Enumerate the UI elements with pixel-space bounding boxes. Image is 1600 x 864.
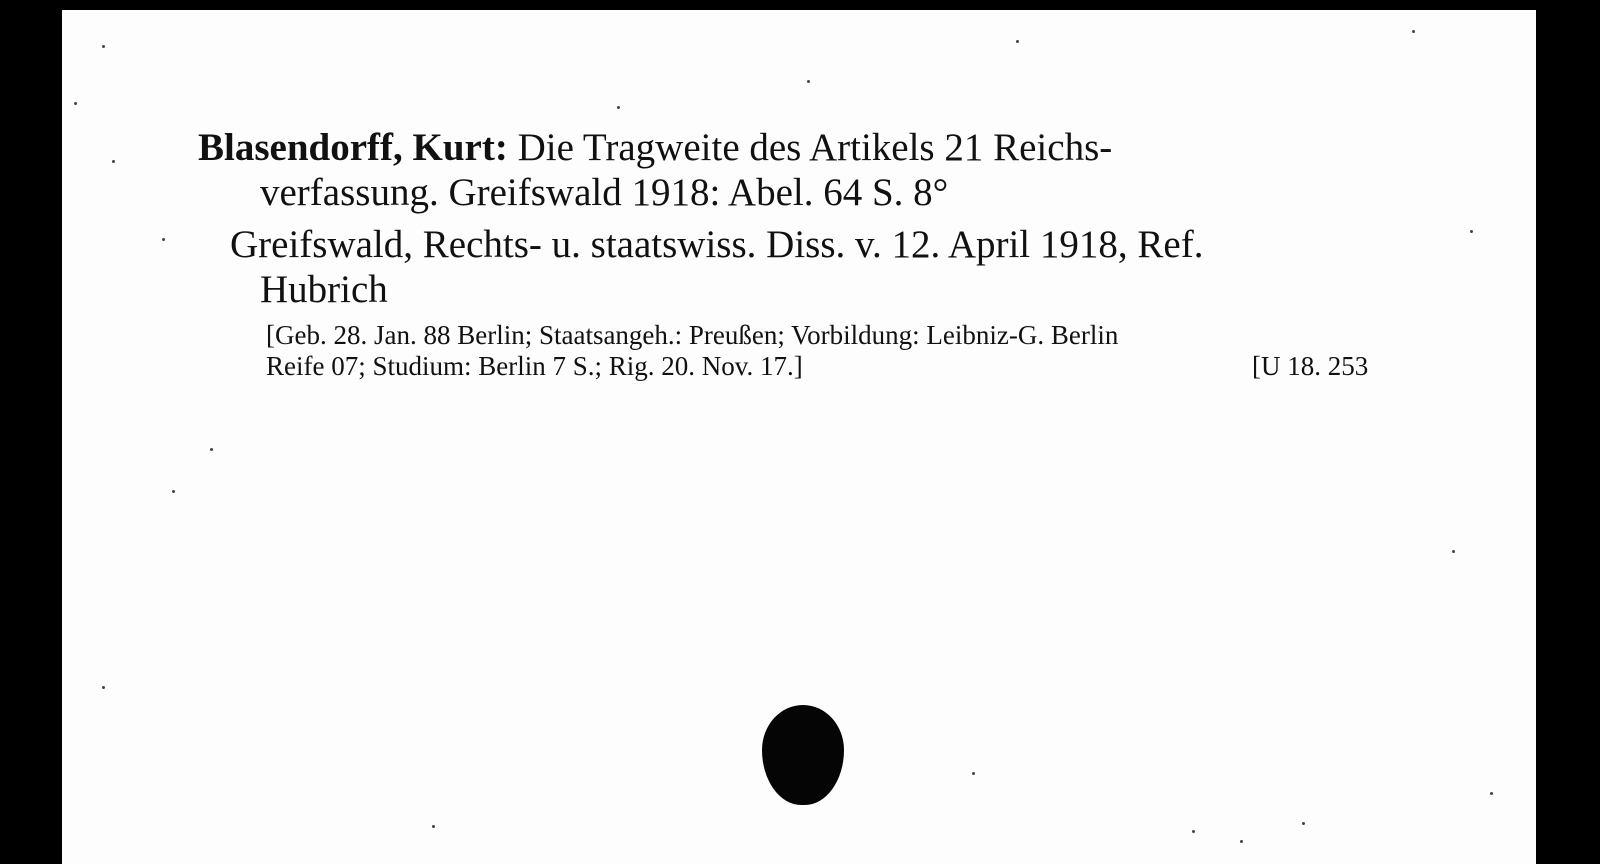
dust-speck (102, 686, 105, 689)
referee-name: Hubrich (260, 268, 388, 311)
dust-speck (1192, 830, 1195, 833)
title-continuation: verfassung. Greifswald 1918: Abel. 64 S. 8° (260, 171, 949, 214)
dust-speck (74, 102, 77, 105)
catalog-card (62, 10, 1536, 864)
dust-speck (617, 106, 620, 109)
dust-speck (1470, 230, 1473, 233)
dust-speck (1412, 30, 1415, 33)
dust-speck (1302, 822, 1305, 825)
dust-speck (1240, 840, 1243, 843)
dust-speck (210, 448, 213, 451)
dust-speck (1490, 792, 1493, 795)
biographical-note-1: [Geb. 28. Jan. 88 Berlin; Staatsangeh.: Preußen; Vorbildung: Leibniz-G. Berlin (266, 320, 1119, 350)
entry-heading (198, 128, 1112, 167)
punch-hole (762, 705, 844, 805)
shelfmark: [U 18. 253 (1252, 351, 1369, 381)
dust-speck (102, 45, 105, 48)
dust-speck (172, 490, 175, 493)
title-part-1: Die Tragweite des Artikels 21 Reichs- (517, 126, 1113, 169)
dust-speck (972, 772, 975, 775)
author-name: Blasendorff, Kurt: (198, 126, 508, 169)
dust-speck (112, 160, 115, 163)
dust-speck (162, 238, 165, 241)
dust-speck (807, 80, 810, 83)
biographical-note-2: Reife 07; Studium: Berlin 7 S.; Rig. 20. Nov. 17.] (266, 351, 803, 381)
dust-speck (1016, 40, 1019, 43)
dust-speck (432, 825, 435, 828)
dust-speck (1452, 550, 1455, 553)
dissertation-note: Greifswald, Rechts- u. staatswiss. Diss. v. 12. April 1918, Ref. (230, 223, 1204, 266)
